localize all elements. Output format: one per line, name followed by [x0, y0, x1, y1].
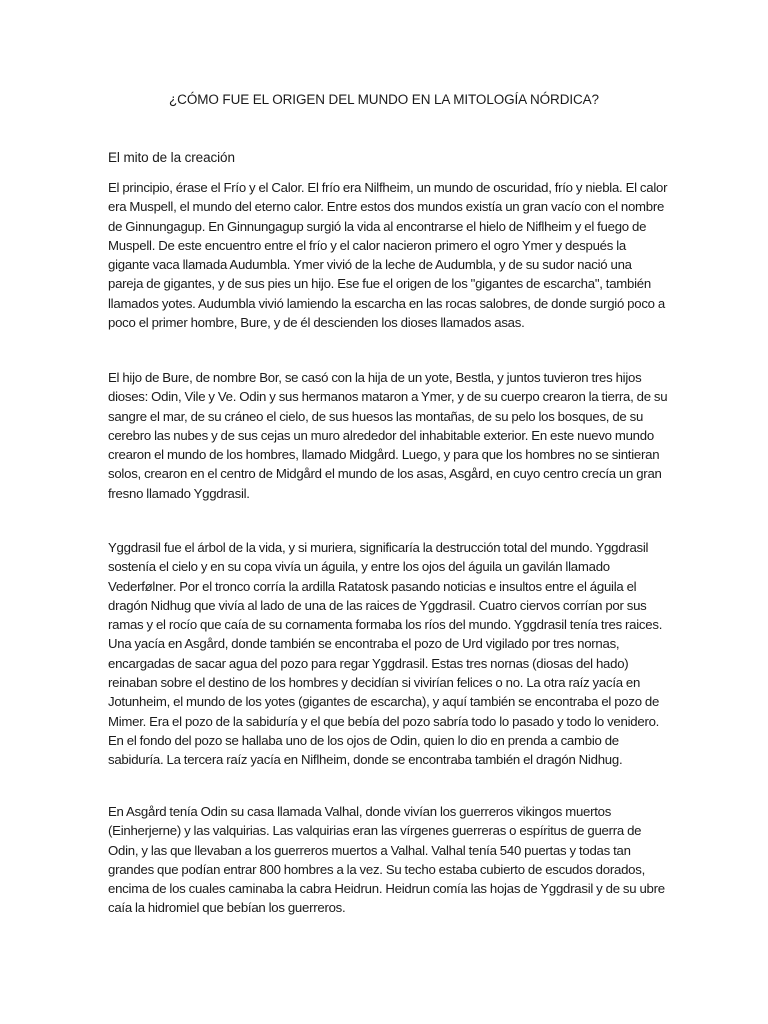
section-subheading: El mito de la creación	[108, 150, 235, 165]
paragraph-valhal: En Asgård tenía Odin su casa llamada Valhal, donde vivían los guerreros vikingos muertos (Einherjerne) y las valquirias. Las valquirias eran las vírgenes guerreras o espíritus de guerra de Odin, y las que llevaban a los guerreros muertos a Valhal. Valhal tenía 540 puertas y todas tan grandes que podían entrar 800 hombres a la vez. Su techo estaba cubierto de escudos dorados, encima de los cuales caminaba la cabra Heidrun. Heidrun comía las hojas de Yggdrasil y de su ubre caía la hidromiel que bebían los guerreros.	[108, 804, 665, 916]
paragraph-yggdrasil: Yggdrasil fue el árbol de la vida, y si muriera, significaría la destrucción total del mundo. Yggdrasil sostenía el cielo y en su copa vivía un águila, y entre los ojos del águila un gavilán llamado Vederfølner. Por el tronco corría la ardilla Ratatosk pasando noticias e insultos entre el águila el dragón Nidhug que vivía al lado de una de las raices de Yggdrasil. Cuatro ciervos corrían por sus ramas y el rocío que caía de su cornamenta formaba los ríos del mundo. Yggdrasil tenía tres raices. Una yacía en Asgård, donde también se encontraba el pozo de Urd vigilado por tres nornas, encargadas de sacar agua del pozo para regar Yggdrasil. Estas tres nornas (diosas del hado) reinaban sobre el destino de los hombres y decidían si vivirían felices o no. La otra raíz yacía en Jotunheim, el mundo de los yotes (gigantes de escarcha), y aquí también se encontraba el pozo de Mimer. Era el pozo de la sabiduría y el que bebía del pozo sabría todo lo pasado y todo lo venidero. En el fondo del pozo se hallaba uno de los ojos de Odin, quien lo dio en prenda a cambio de sabiduría. La tercera raíz yacía en Niflheim, donde se encontraba también el dragón Nidhug.	[108, 540, 663, 768]
document-title: ¿CÓMO FUE EL ORIGEN DEL MUNDO EN LA MITOLOGÍA NÓRDICA?	[169, 92, 599, 107]
paragraph-creation: El principio, érase el Frío y el Calor. El frío era Nilfheim, un mundo de oscuridad, frío y niebla. El calor era Muspell, el mundo del eterno calor. Entre estos dos mundos existía un gran vacío con el nombre de Ginnungagup. En Ginnungagup surgió la vida al encontrarse el hielo de Niflheim y el fuego de Muspell. De este encuentro entre el frío y el calor nacieron primero el ogro Ymer y después la gigante vaca llamada Audumbla. Ymer vivió de la leche de Audumbla, y de su sudor nació una pareja de gigantes, y de sus pies un hijo. Ese fue el origen de los "gigantes de escarcha", también llamados yotes. Audumbla vivió lamiendo la escarcha en las rocas salobres, de donde surgió poco a poco el primer hombre, Bure, y de él descienden los dioses llamados asas.	[108, 180, 668, 331]
paragraph-bor-sons: El hijo de Bure, de nombre Bor, se casó con la hija de un yote, Bestla, y juntos tuvieron tres hijos dioses: Odin, Vile y Ve. Odin y sus hermanos mataron a Ymer, y de su cuerpo crearon la tierra, de su sangre el mar, de su cráneo el cielo, de sus huesos las montañas, de su pelo los bosques, de su cerebro las nubes y de sus cejas un muro alrededor del inhabitable exterior. En este nuevo mundo crearon el mundo de los hombres, llamado Midgård. Luego, y para que los hombres no se sintieran solos, crearon en el centro de Midgård el mundo de los asas, Asgård, en cuyo centro crecía un gran fresno llamado Yggdrasil.	[108, 370, 668, 501]
